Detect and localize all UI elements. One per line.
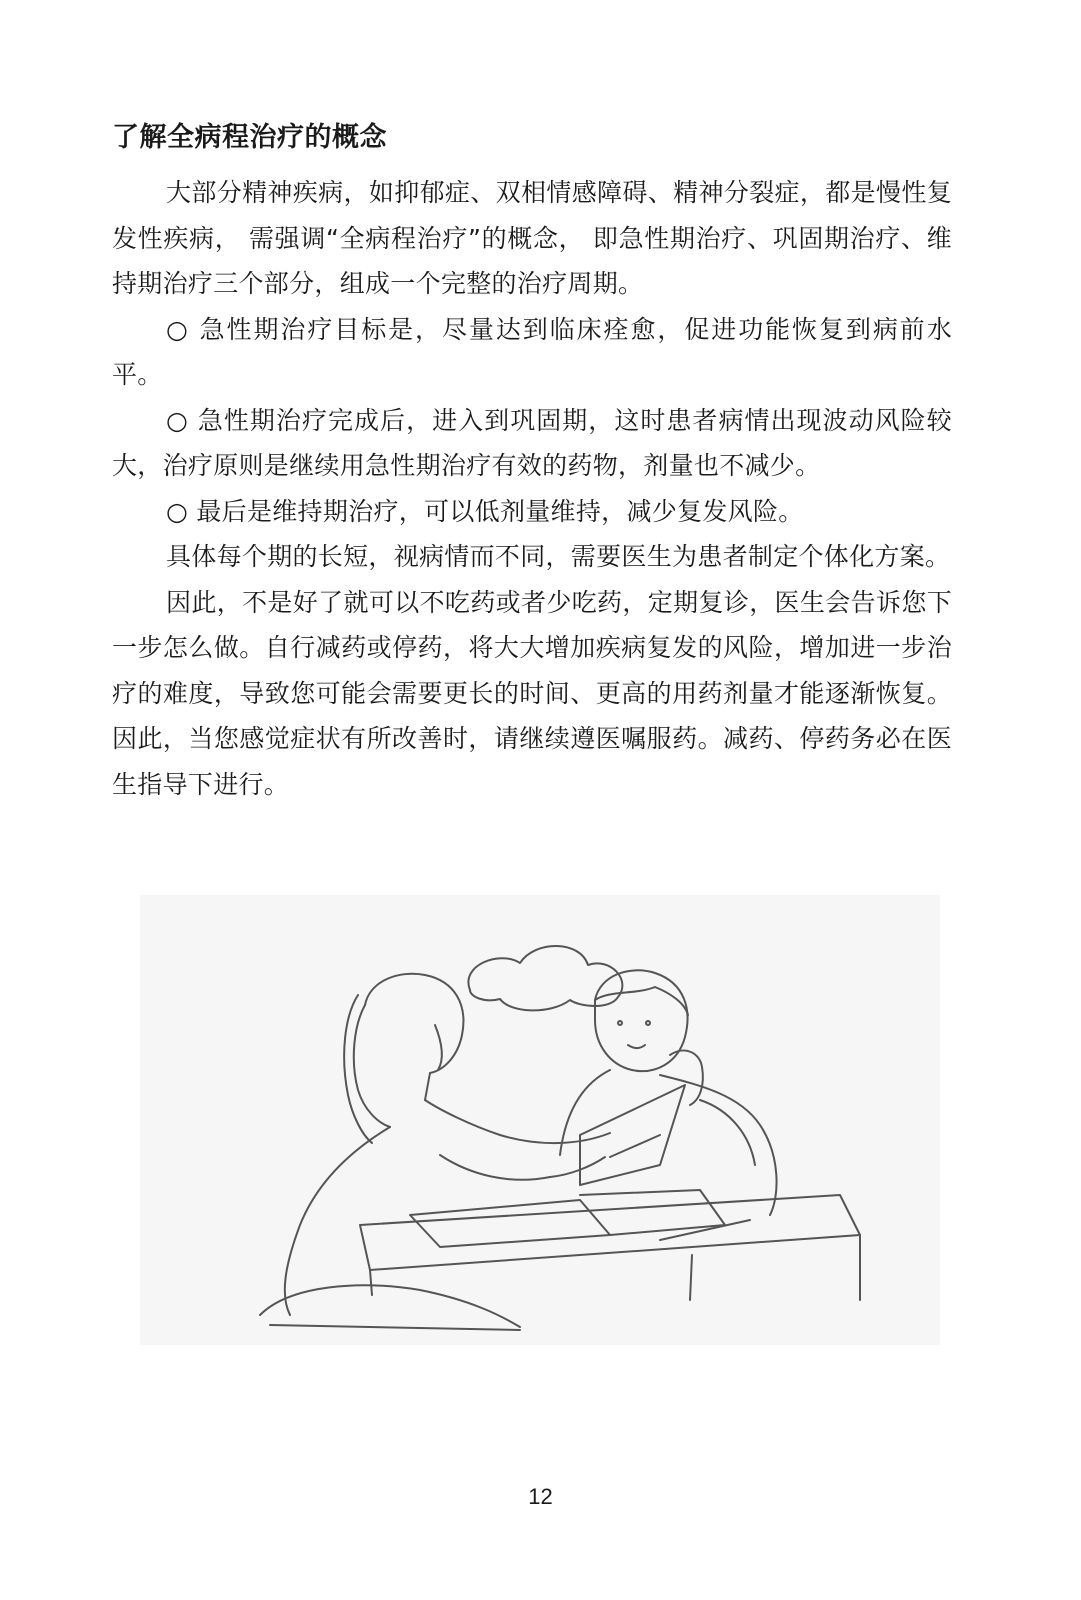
bullet-acute-phase: ○ 急性期治疗目标是，尽量达到临床痊愈，促进功能恢复到病前水平。 [112, 314, 952, 389]
paragraph-conclusion: 因此，不是好了就可以不吃药或者少吃药，定期复诊，医生会告诉您下一步怎么做。自行减药或停药，将大大增加疾病复发的风险，增加进一步治疗的难度，导致您可能会需要更长的时间、更高的用药剂量才能逐渐恢复。因此，当您感觉症状有所改善时，请继续遵医嘱服药。减药、停药务必在医生指导下进行。 [112, 587, 952, 799]
page-content [112, 118, 952, 807]
section-title: 了解全病程治疗的概念 [112, 122, 387, 153]
paragraph-intro: 大部分精神疾病，如抑郁症、双相情感障碍、精神分裂症，都是慢性复发性疾病， 需强调“全病程治疗”的概念， 即急性期治疗、巩固期治疗、维持期治疗三个部分，组成一个完整的治疗周期。 [112, 178, 952, 298]
bullet-consolidation-phase: ○ 急性期治疗完成后，进入到巩固期，这时患者病情出现波动风险较大，治疗原则是继续用急性期治疗有效的药物，剂量也不减少。 [112, 405, 952, 480]
page-number: 12 [528, 1484, 553, 1509]
paragraph-duration: 具体每个期的长短，视病情而不同，需要医生为患者制定个体化方案。 [166, 542, 951, 571]
doctor-patient-consultation-illustration [140, 895, 940, 1345]
bullet-maintenance-phase: ○ 最后是维持期治疗，可以低剂量维持，减少复发风险。 [166, 496, 804, 526]
